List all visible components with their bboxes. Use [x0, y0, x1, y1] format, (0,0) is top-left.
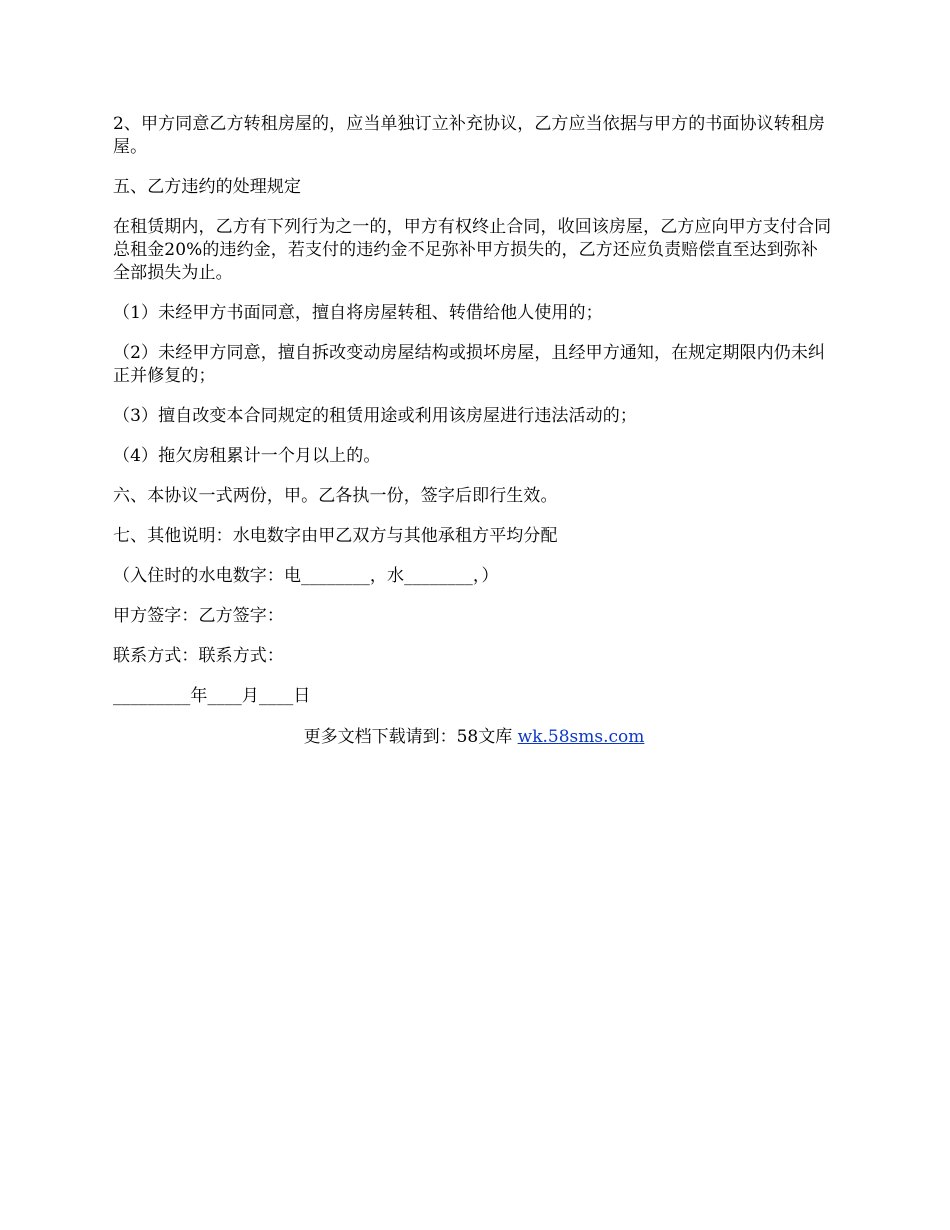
paragraph-sublease-agreement: 2、甲方同意乙方转租房屋的，应当单独订立补充协议，乙方应当依据与甲方的书面协议转租房屋。: [113, 114, 826, 157]
paragraph-copies: 六、本协议一式两份，甲。乙各执一份，签字后即行生效。: [113, 486, 558, 506]
list-item-clause-1: （1）未经甲方书面同意，擅自将房屋转租、转借给他人使用的；: [113, 303, 603, 323]
list-item-clause-4: （4）拖欠房租累计一个月以上的。: [113, 446, 381, 466]
paragraph-signatures: 甲方签字：乙方签字：: [113, 606, 284, 626]
heading-breach-rules: 五、乙方违约的处理规定: [113, 177, 302, 197]
list-item-clause-3: （3）擅自改变本合同规定的租赁用途或利用该房屋进行违法活动的；: [113, 406, 637, 426]
paragraph-other-notes: 七、其他说明：水电数字由甲乙双方与其他承租方平均分配: [113, 526, 558, 546]
footer: [113, 726, 835, 749]
paragraph-contacts: 联系方式：联系方式：: [113, 646, 284, 666]
footer-text: 更多文档下载请到：58文库: [303, 727, 518, 747]
paragraph-breach-penalty: 在租赁期内，乙方有下列行为之一的，甲方有权终止合同，收回该房屋，乙方应向甲方支付合同总租金20%的违约金，若支付的违约金不足弥补甲方损失的，乙方还应负责赔偿直至达到弥补全部损失为止。: [113, 217, 832, 283]
footer-link[interactable]: wk.58sms.com: [517, 727, 645, 747]
document-page: [113, 113, 835, 749]
list-item-clause-2: （2）未经甲方同意，擅自拆改变动房屋结构或损坏房屋，且经甲方通知，在规定期限内仍未纠正并修复的；: [113, 343, 826, 386]
paragraph-meter-readings: （入住时的水电数字：电________，水________，）: [113, 566, 499, 586]
paragraph-date-line: _________年____月____日: [113, 686, 311, 706]
